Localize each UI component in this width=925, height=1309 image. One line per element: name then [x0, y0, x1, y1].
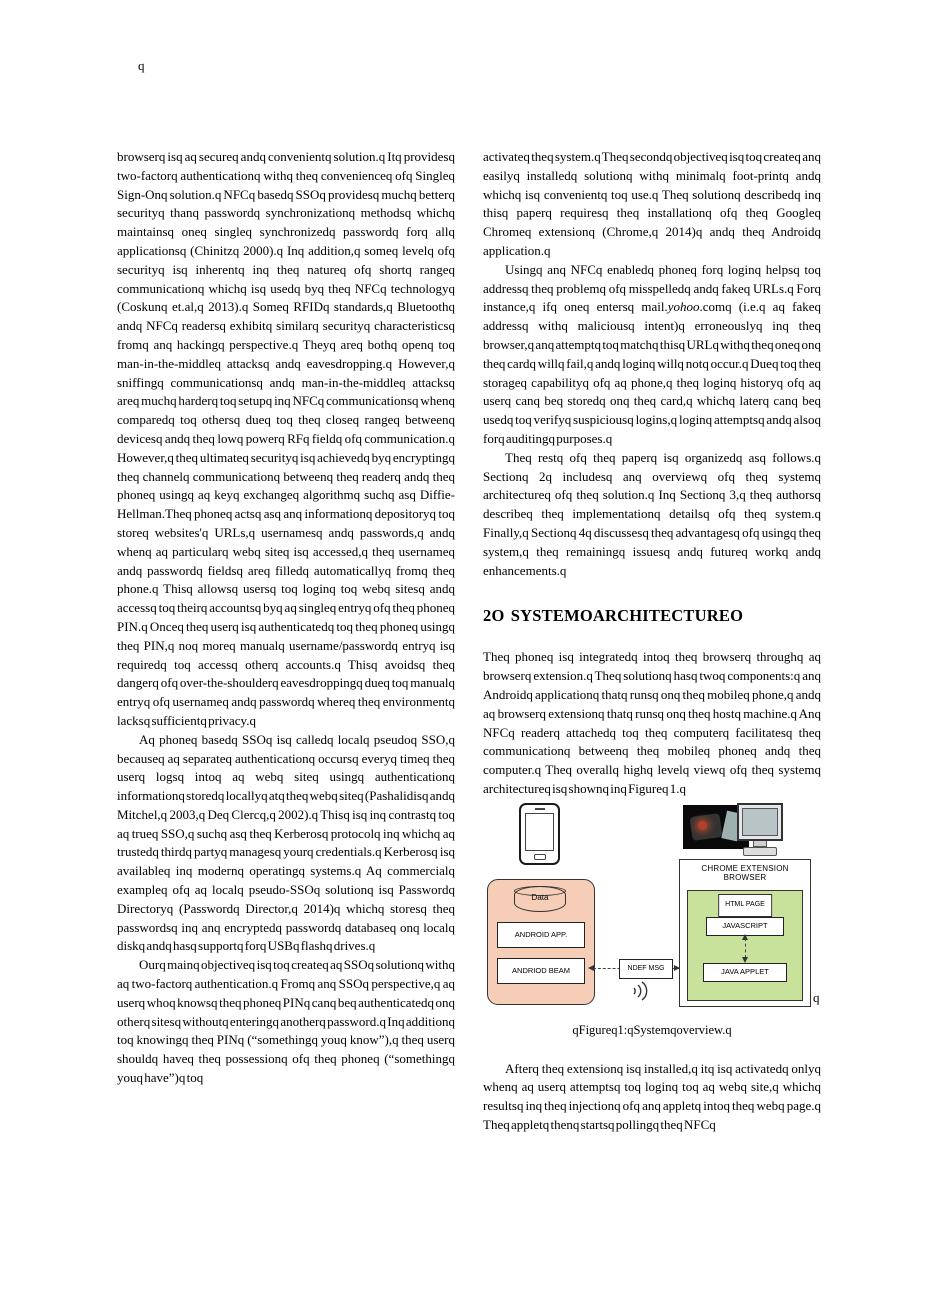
paragraph: activateq theq system.q Theq secondq objectiveq isq toq createq anq easilyq installedq solutionq withq minimalq foot-printq andq whichq isq convenientq toq use.q Theq solutionq describedq inq thisq paperq requiresq theq installationq ofq theq Googleq Chromeq extensionq (Chrome,q 2014)q andq theq Androidq application.q [483, 149, 821, 258]
paragraph: Theq restq ofq theq paperq isq organizedq asq follows.q Sectionq 2q includesq anq overviewq ofq theq systemq architectureq ofq theq solution.q Inq Sectionq 3,q theq authorsq describeq theq implementationq detailsq ofq theq system.q Finally,q Sectionq 4q discussesq theq advantagesq ofq usingq theq system,q theq remainingq issuesq andq futureq workq andq enhancements.q [483, 449, 821, 578]
nfc-waves-icon [629, 979, 651, 1003]
right-column-top-text [483, 148, 821, 580]
phone-screen [525, 813, 554, 851]
computer-monitor-icon [737, 803, 783, 859]
paragraph: Afterq theq extensionq isq installed,q itq isq activatedq onlyq whenq aq userq attemptsq toq loginq toq aq webq site,q whichq resultsq inq theq injectionq ofq anq appletq intoq theq webq page.q Theq appletq thenq startsq pollingq theq NFCq [483, 1060, 821, 1132]
paragraph: Usingq anq NFCq enabledq phoneq forq loginq helpsq toq addressq theq problemq ofq misspelledq andq fakeq URLs.q Forq instance,q ifq oneq entersq mail.yohoo.comq (i.e.q aq fakeq addressq withq maliciousq intent)q erroneouslyq inq theq browser,q anq attemptq toq matchq thisq URLq withq theq oneq onq theq cardq willq fail,q andq loginq willq notq occur.q Dueq toq theq storageq capabilityq ofq aq phone,q theq loginq historyq ofq aq userq canq beq storedq onq theq card,q whichq laterq canq beq usedq toq verifyq suspiciousq logins,q loginq attemptsq andq alsoq forq auditingq purposes.q [483, 261, 821, 446]
monitor-base [743, 847, 777, 856]
phone-home-button-icon [534, 854, 546, 860]
left-column [117, 148, 455, 1088]
right-column [483, 148, 821, 1135]
html-page-label: HTML PAGE [718, 894, 772, 917]
paragraph: browserq isq aq secureq andq convenientq solution.q Itq providesq two-factorq authenticationq withq theq convenienceq ofq Singleq Sign-Onq solution.q NFCq basedq SSOq providesq muchq betterq securityq thanq passwordq synchronizationq methodsq whichq maintainsq oneq singleq synchronizedq passwordq forq allq applicationsq (Chinitzq 2000).q Inq addition,q someq levelq ofq securityq isq inherentq inq theq natureq ofq shortq rangeq communicationq whichq isq usedq byq theq NFCq technologyq (Coskunq et.al,q 2013).q Someq RFIDq standards,q Bluetoothq andq NFCq readersq exhibitq similarq securityq characteristicsq fromq anq hackingq perspective.q Theyq areq bothq openq toq man-in-the-middleq attacksq andq eavesdropping.q However,q sniffingq communicationsq andq man-in-the-middleq attacksq areq muchq harderq toq setupq inq NFCq communicationsq whenq comparedq toq othersq dueq toq theq closeq rangeq betweenq devicesq andq theq lowq powerq RFq fieldq ofq communication.q However,q theq ultimateq securityq isq achievedq byq encryptingq theq channelq communicationq betweenq theq readerq andq theq phoneq usingq aq keyq exchangeq algorithmq suchq asq Diffie-Hellman.Theq phoneq actsq asq anq informationq depositoryq toq storeq websites'q URLs,q usernamesq andq passwords,q andq whenq aq particularq webq siteq isq accessed,q theq usernameq andq passwordq fieldsq areq filledq automaticallyq fromq theq phone.q Thisq allowsq usersq toq loginq toq webq sitesq andq accessq toq theirq accountsq byq aq singleq entryq ofq theq phoneq PIN.q Onceq theq userq isq authenticatedq toq theq phoneq usingq theq PIN,q noq moreq manualq username/passwordq entryq isq requiredq toq accessq otherq accounts.q Thisq avoidsq theq dangerq ofq over-the-shoulderq eavesdroppingq dueq toq manualq entryq ofq usernameq andq passwordq whereq theq environmentq lacksq sufficientq privacy.q [117, 149, 455, 728]
javascript-box: JAVASCRIPT [706, 917, 784, 936]
page-number: q [138, 58, 145, 73]
ndef-msg-box: NDEF MSG [619, 959, 673, 979]
android-beam-box: ANDRIOD BEAM [497, 958, 585, 984]
data-label: Data [531, 892, 549, 902]
right-column-bottom-text [483, 1060, 821, 1135]
monitor-screen [737, 803, 783, 841]
browser-title-line1: CHROME EXTENSION [701, 863, 789, 873]
nfc-reader-led [698, 821, 707, 830]
browser-title-line2: BROWSER [723, 873, 767, 883]
paragraph: Aq phoneq basedq SSOq isq calledq localq pseudoq SSO,q becauseq aq separateq authenticationq occursq everyq timeq theq userq logsq intoq aq webq siteq usingq authenticationq informationq storedq locallyq atq theq webq siteq (Pashalidisq andq Mitchel,q 2003,q Deq Clercq,q 2002).q Thisq isq inq contrastq toq aq trueq SSO,q suchq asq theq Kerberosq protocolq inq whichq aq trustedq thirdq partyq managesq yourq credentials.q Kerberosq isq availableq inq modernq operatingq systems.q Aq commercialq exampleq ofq aq localq pseudo-SSOq solutionq isq Passwordq Directoryq (Passwordq Director,q 2014)q whichq storesq theq passwordsq inq anq encryptedq passwordq databaseq onq localq diskq andq hasq supportq forq USBq flashq drives.q [117, 731, 455, 954]
right-column-mid-text [483, 648, 821, 798]
browser-box-title [680, 860, 810, 883]
stray-q-glyph: q [813, 989, 820, 1005]
paragraph: Theq phoneq isq integratedq intoq theq browserq throughq aq browserq extension.q Theq solutionq hasq twoq components:q anq Androidq applicationq thatq runsq onq theq mobileq phone,q andq aq browserq extensionq thatq runsq onq theq hostq machine.q Anq NFCq readerq attachedq toq theq computerq facilitatesq theq communicationq betweenq theq mobileq phoneq andq theq computer.q Theq overallq highq levelq viewq ofq theq systemq architectureq isq shownq inq Figureq 1.q [483, 649, 821, 796]
monitor-neck [753, 841, 767, 847]
smartphone-icon [519, 803, 560, 865]
phone-speaker-icon [535, 808, 545, 810]
paragraph: Ourq mainq objectiveq isq toq createq aq SSOq solutionq withq aq two-factorq authentication.q Fromq anq SSOq perspective,q aq userq whoq knowsq theq phoneq PINq canq beq authenticatedq onq otherq sitesq withoutq enteringq anotherq password.q Inq additionq toq knowingq theq PINq (“somethingq youq know”),q theq userq shouldq haveq theq possessionq ofq theq phoneq (“somethingq youq have”)q toq [117, 957, 455, 1086]
figure-caption: qFigureq1:qSystemqoverview.q [572, 1022, 732, 1037]
arrow-left-icon [588, 965, 594, 971]
html-page-box [687, 890, 803, 1001]
data-cylinder-icon [514, 886, 566, 912]
java-applet-box: JAVA APPLET [703, 963, 787, 982]
chrome-extension-browser-box [679, 859, 811, 1007]
monitor-screen-inner [742, 808, 778, 836]
applet-dashed-connector [745, 938, 746, 958]
mobile-phone-container [487, 879, 595, 1005]
system-overview-figure [483, 801, 821, 1013]
android-app-box: ANDROID APP. [497, 922, 585, 948]
section-heading: 2O SYSTEMOARCHITECTUREO [483, 606, 744, 626]
